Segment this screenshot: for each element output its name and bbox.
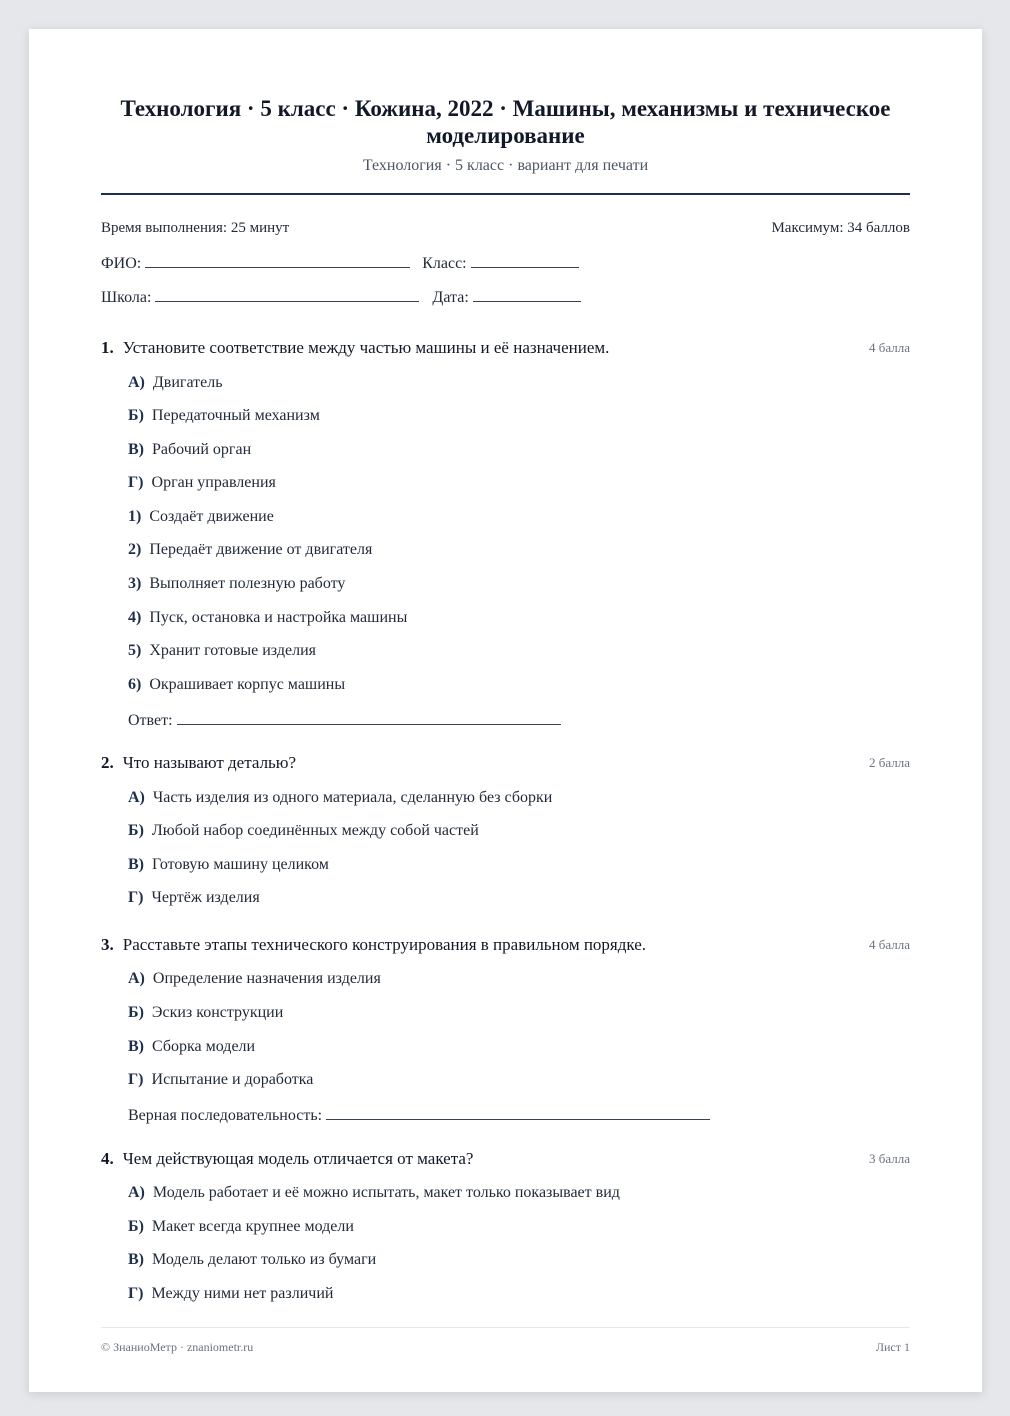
- fio-label: ФИО:: [101, 255, 142, 272]
- question-header: [101, 935, 910, 955]
- question-4: [101, 1149, 910, 1169]
- question-1: [101, 338, 910, 358]
- school-label: Школа:: [101, 289, 152, 306]
- fio-blank[interactable]: [145, 253, 410, 268]
- worksheet-page: [29, 29, 982, 1392]
- school-blank[interactable]: [155, 287, 419, 302]
- question-text: Расставьте этапы технического конструирования в правильном порядке.: [122, 935, 647, 954]
- class-blank[interactable]: [471, 253, 579, 268]
- option-item[interactable]: Б) Передаточный механизм: [128, 407, 320, 424]
- option-item[interactable]: Б) Макет всегда крупнее модели: [128, 1218, 354, 1235]
- sequence-answer-line: [128, 1105, 710, 1125]
- option-item[interactable]: Г) Между ними нет различий: [128, 1285, 334, 1302]
- footer-divider: [101, 1327, 910, 1328]
- answer-blank[interactable]: [177, 710, 561, 725]
- option-item[interactable]: 6) Окрашивает корпус машины: [128, 676, 346, 693]
- question-3: [101, 935, 910, 955]
- option-item[interactable]: Б) Эскиз конструкции: [128, 1004, 284, 1021]
- option-item[interactable]: Г) Орган управления: [128, 474, 276, 491]
- question-number: 4.: [101, 1149, 114, 1168]
- page-subtitle: Технология · 5 класс · вариант для печати: [362, 157, 649, 174]
- question-number: 2.: [101, 753, 114, 772]
- footer-copyright[interactable]: © ЗнаниоМетр · znaniometr.ru: [101, 1340, 254, 1354]
- class-label: Класс:: [422, 255, 467, 272]
- option-item[interactable]: В) Готовую машину целиком: [128, 856, 329, 873]
- time-limit: Время выполнения: 25 минут: [101, 220, 290, 236]
- option-item[interactable]: Г) Чертёж изделия: [128, 889, 260, 906]
- date-blank[interactable]: [473, 287, 581, 302]
- question-header: [101, 1149, 910, 1169]
- question-header: [101, 338, 910, 358]
- answer-line: [128, 710, 561, 730]
- option-item[interactable]: В) Модель делают только из бумаги: [128, 1251, 377, 1268]
- option-item[interactable]: 3) Выполняет полезную работу: [128, 575, 346, 592]
- question-text: Чем действующая модель отличается от макета?: [122, 1149, 474, 1168]
- sequence-blank[interactable]: [326, 1105, 710, 1120]
- option-item[interactable]: 5) Хранит готовые изделия: [128, 642, 316, 659]
- page-number: Лист 1: [875, 1340, 910, 1354]
- question-header: [101, 753, 910, 773]
- option-item[interactable]: Б) Любой набор соединённых между собой частей: [128, 822, 479, 839]
- page-title: Технология · 5 класс · Кожина, 2022 · Машины, механизмы и техническое моделирование: [120, 96, 891, 148]
- question-2: [101, 753, 910, 773]
- max-score: Максимум: 34 баллов: [771, 220, 910, 236]
- question-points: 4 балла: [869, 340, 910, 355]
- question-text: Что называют деталью?: [122, 753, 297, 772]
- option-item[interactable]: В) Рабочий орган: [128, 441, 252, 458]
- option-item[interactable]: 1) Создаёт движение: [128, 508, 274, 525]
- question-points: 2 балла: [869, 755, 910, 770]
- date-label: Дата:: [432, 289, 469, 306]
- sequence-label: Верная последовательность:: [128, 1107, 323, 1124]
- fio-class-row: [101, 253, 579, 273]
- answer-label: Ответ:: [128, 712, 173, 729]
- option-item[interactable]: А) Двигатель: [128, 374, 223, 391]
- option-item[interactable]: Г) Испытание и доработка: [128, 1071, 314, 1088]
- question-number: 1.: [101, 338, 114, 357]
- school-date-row: [101, 287, 581, 307]
- header-divider: [101, 193, 910, 195]
- question-text: Установите соответствие между частью машины и её назначением.: [122, 338, 610, 357]
- option-item[interactable]: А) Модель работает и её можно испытать, макет только показывает вид: [128, 1184, 620, 1201]
- option-item[interactable]: В) Сборка модели: [128, 1038, 256, 1055]
- question-points: 3 балла: [869, 1151, 910, 1166]
- option-item[interactable]: 2) Передаёт движение от двигателя: [128, 541, 373, 558]
- option-item[interactable]: 4) Пуск, остановка и настройка машины: [128, 609, 408, 626]
- option-item[interactable]: А) Определение назначения изделия: [128, 970, 381, 987]
- question-points: 4 балла: [869, 937, 910, 952]
- option-item[interactable]: А) Часть изделия из одного материала, сделанную без сборки: [128, 789, 553, 806]
- question-number: 3.: [101, 935, 114, 954]
